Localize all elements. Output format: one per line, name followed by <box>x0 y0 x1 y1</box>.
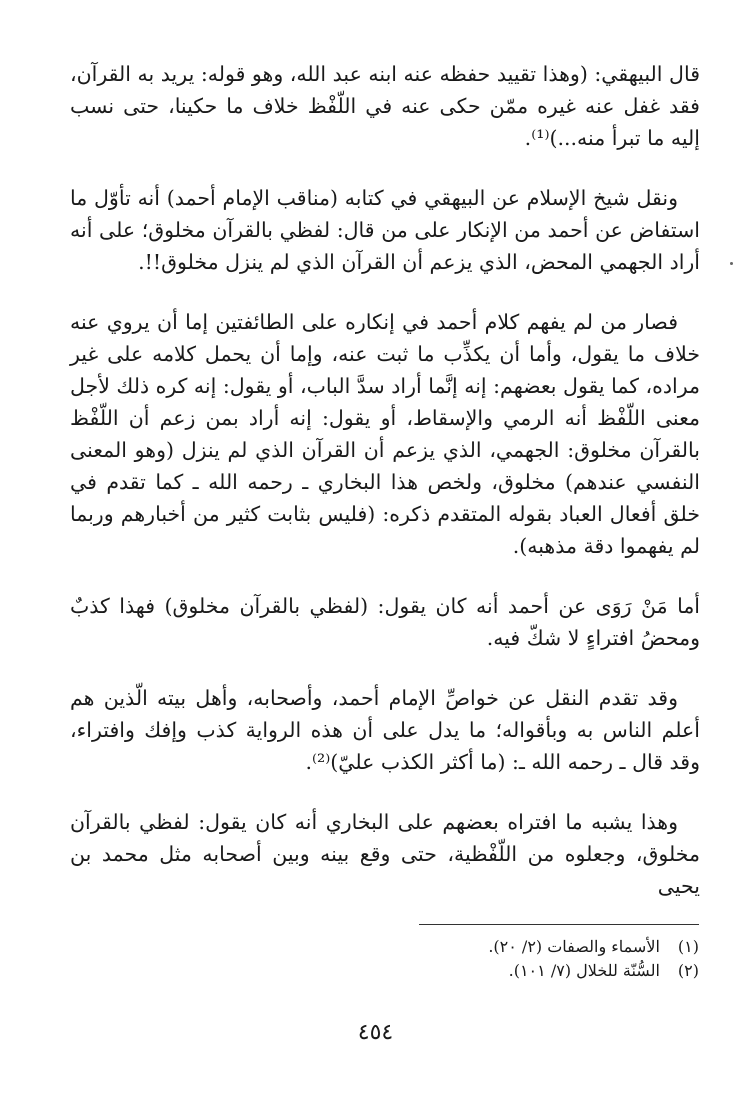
paragraph-6: وهذا يشبه ما افتراه بعضهم على البخاري أنه كان يقول: لفظي بالقرآن مخلوق، وجعلوه من اللّفْظية، حتى وقع بينه وبين أصحابه مثل محمد بن يحيى <box>70 810 700 898</box>
margin-dot <box>730 262 733 265</box>
footnote-1-number: (١) <box>677 937 699 956</box>
paragraph-4: أما مَنْ رَوَى عن أحمد أنه كان يقول: (لفظي بالقرآن مخلوق) فهذا كذبٌ ومحضُ افتراءٍ لا شكّ فيه. <box>70 594 700 650</box>
paragraph-1: قال البيهقي: (وهذا تقييد حفظه عنه ابنه عبد الله، وهو قوله: يريد به القرآن، فقد غفل عنه غيره ممّن حكى عنه في اللّفْظ خلاف ما حكينا، حتى نسب إليه ما تبرأ منه...)⁽¹⁾. <box>70 62 700 150</box>
footnote-2 <box>419 959 699 983</box>
footnote-divider <box>419 924 699 925</box>
page-number: ٤٥٤ <box>357 1020 394 1045</box>
paragraph-2: ونقل شيخ الإسلام عن البيهقي في كتابه (مناقب الإمام أحمد) أنه تأوّل ما استفاض عن أحمد من الإنكار على من قال: لفظي بالقرآن مخلوق؛ على أنه أراد الجهمي المحض، الذي يزعم أن القرآن الذي لم ينزل مخلوق!!. <box>70 186 700 274</box>
footnote-2-number: (٢) <box>677 961 699 980</box>
footnote-2-text: السُّنّة للخلال (٧/ ١٠١). <box>508 961 660 980</box>
footnote-1 <box>419 935 699 959</box>
footnotes <box>419 924 699 983</box>
footnote-1-text: الأسماء والصفات (٢/ ٢٠). <box>488 937 660 956</box>
paragraph-5: وقد تقدم النقل عن خواصِّ الإمام أحمد، وأصحابه، وأهل بيته الّذين هم أعلم الناس به وبأقواله؛ ما يدل على أن هذه الرواية كذب وإفك وافتراء، وقد قال ـ رحمه الله ـ: (ما أكثر الكذب عليّ)⁽²⁾. <box>70 686 700 774</box>
paragraph-3: فصار من لم يفهم كلام أحمد في إنكاره على الطائفتين إما أن يروي عنه خلاف ما يقول، وأما أن يكذِّب ما ثبت عنه، وإما أن يحمل كلامه على غير مراده، كما يقول بعضهم: إنه إنَّما أراد سدَّ الباب، أو يقول: إنه كره ذلك لأجل معنى اللّفْظ أنه الرمي والإسقاط، أو يقول: إنه أراد بمن زعم أن اللّفْظ بالقرآن مخلوق: الجهمي، الذي يزعم أن القرآن الذي لم ينزل (وهو المعنى النفسي عندهم) مخلوق، ولخص هذا البخاري ـ رحمه الله ـ كما تقدم في خلق أفعال العباد بقوله المتقدم ذكره: (فليس بثابت كثير من أخبارهم وربما لم يفهموا دقة مذهبه). <box>70 310 700 558</box>
main-text <box>70 58 700 930</box>
